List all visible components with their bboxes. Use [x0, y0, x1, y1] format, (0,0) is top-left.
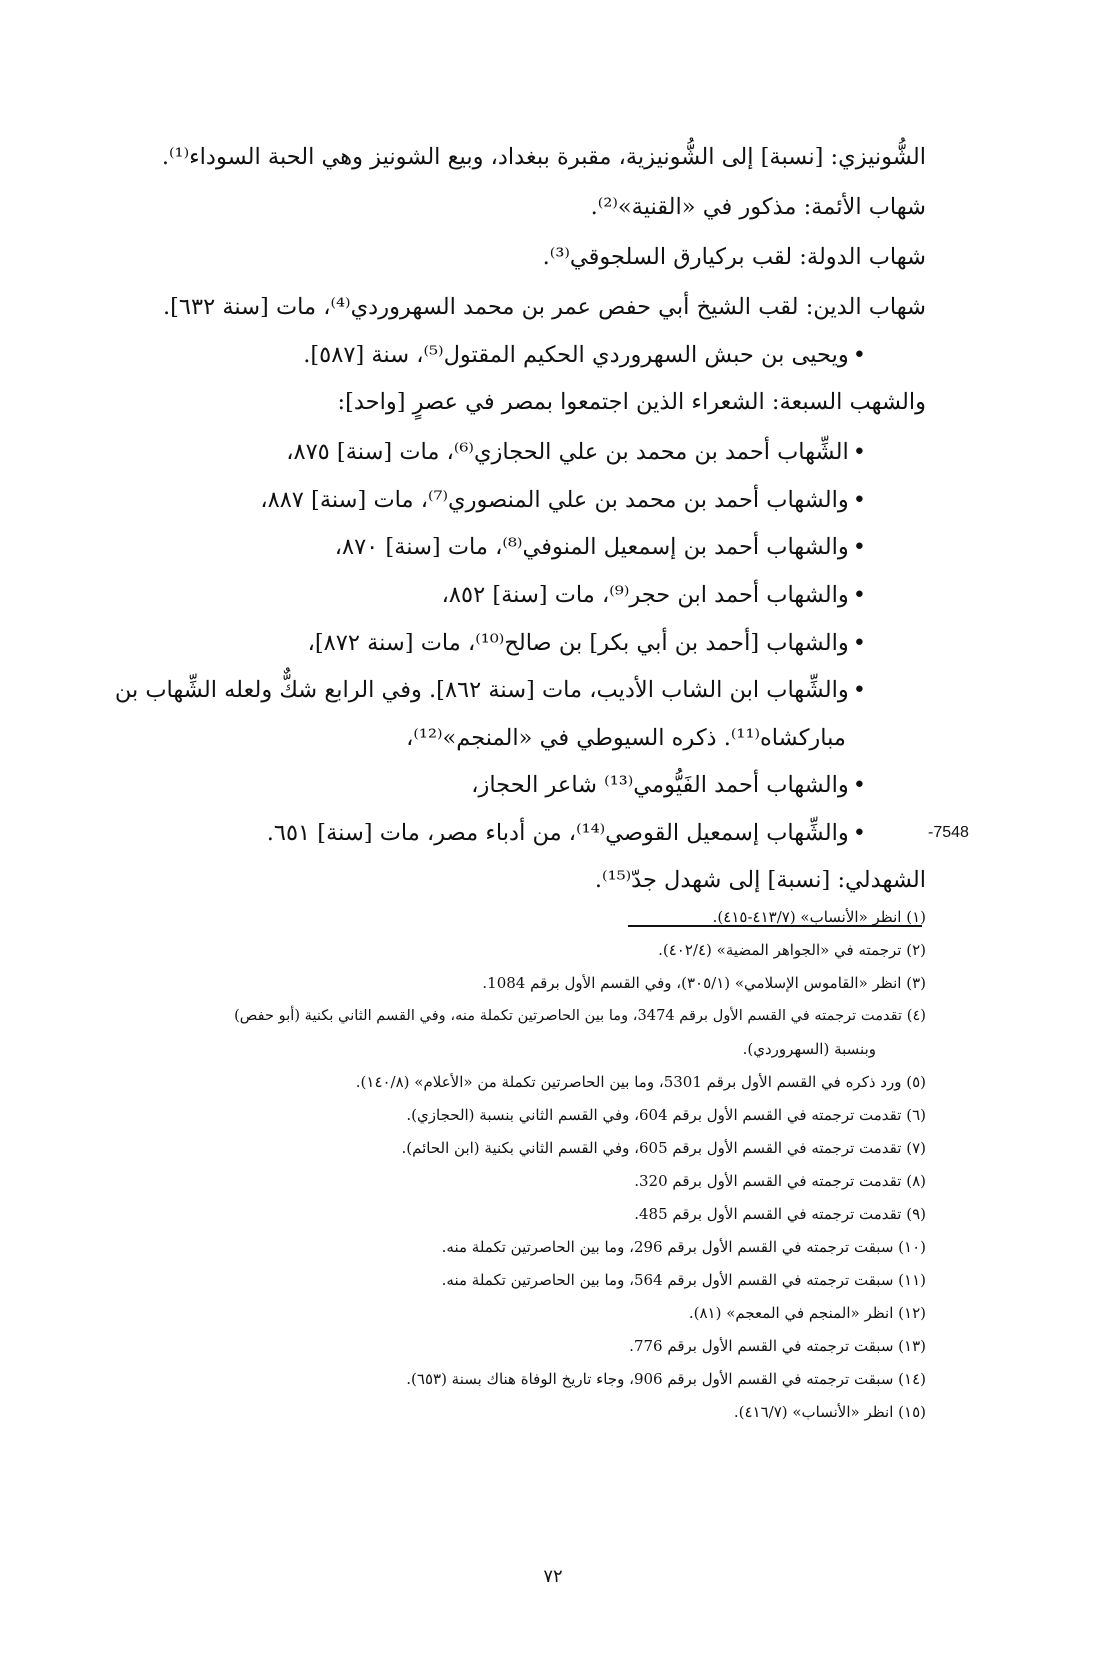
- sub-entry: •والشِّهاب إسمعيل القوصي⁽¹⁴⁾، من أدباء مصر، مات [سنة] ٦٥١.: [266, 820, 866, 846]
- sub-entry: •ويحيى بن حبش السهروردي الحكيم المقتول⁽⁵⁾، سنة [٥٨٧].: [303, 342, 866, 368]
- sub-entry: •والشهاب [أحمد بن أبي بكر] بن صالح⁽¹⁰⁾، مات [سنة ٨٧٢]،: [307, 630, 866, 656]
- footnote: (٧) تقدمت ترجمته في القسم الأول برقم 605، وفي القسم الثاني بكنية (ابن الحائم).: [401, 1139, 926, 1157]
- footnote: (٨) تقدمت ترجمته في القسم الأول برقم 320.: [634, 1172, 926, 1190]
- entry-shihab-al-din: شهاب الدين: لقب الشيخ أبي حفص عمر بن محمد السهروردي⁽⁴⁾، مات [سنة ٦٣٢].: [162, 294, 926, 320]
- footnote: (٦) تقدمت ترجمته في القسم الأول برقم 604، وفي القسم الثاني بنسبة (الحجازي).: [406, 1106, 926, 1124]
- footnote: (١) انظر «الأنساب» (٤١٣/٧-٤١٥).: [712, 908, 926, 926]
- footnote: (٩) تقدمت ترجمته في القسم الأول برقم 485.: [634, 1205, 926, 1223]
- entry-shihab-al-dawla: شهاب الدولة: لقب بركيارق السلجوقي⁽³⁾.: [542, 244, 926, 270]
- footnote: (١٥) انظر «الأنساب» (٤١٦/٧).: [733, 1403, 926, 1421]
- footnote: (٤) تقدمت ترجمته في القسم الأول برقم 3474، وما بين الحاصرتين تكملة منه، وفي القسم الثاني بكنية (أبو حفص): [234, 1007, 926, 1024]
- sub-entry: •الشِّهاب أحمد بن محمد بن علي الحجازي⁽⁶⁾، مات [سنة] ٨٧٥،: [286, 439, 866, 465]
- footnote: (٥) ورد ذكره في القسم الأول برقم 5301، وما بين الحاصرتين تكملة من «الأعلام» (١٤٠/٨).: [355, 1073, 926, 1091]
- sub-entry: •والشهاب أحمد ابن حجر⁽⁹⁾، مات [سنة] ٨٥٢،: [441, 582, 866, 608]
- footnote: (١٢) انظر «المنجم في المعجم» (٨١).: [688, 1304, 926, 1322]
- sub-entry: •والشهاب أحمد بن إسمعيل المنوفي⁽⁸⁾، مات [سنة] ٨٧٠،: [334, 534, 866, 560]
- entry-shuniziyy: الشُّونيزي: [نسبة] إلى الشُّونيزية، مقبرة ببغداد، وبيع الشونيز وهي الحبة السوداء⁽¹⁾.: [161, 144, 926, 170]
- footnote: (١١) سبقت ترجمته في القسم الأول برقم 564، وما بين الحاصرتين تكملة منه.: [441, 1271, 926, 1289]
- entry-shihab-al-aimma: شهاب الأئمة: مذكور في «القنية»⁽²⁾.: [590, 194, 926, 220]
- footnote: (٢) ترجمته في «الجواهر المضية» (٤٠٢/٤).: [658, 941, 926, 959]
- footnote: (١٣) سبقت ترجمته في القسم الأول برقم 776.: [629, 1337, 926, 1355]
- footnote: (٣) انظر «القاموس الإسلامي» (٣٠٥/١)، وفي القسم الأول برقم 1084.: [482, 974, 926, 992]
- sub-entry-continuation: مباركشاه⁽¹¹⁾. ذكره السيوطي في «المنجم»⁽¹²⁾،: [406, 725, 846, 751]
- footnote: (١٤) سبقت ترجمته في القسم الأول برقم 906، وجاء تاريخ الوفاة هناك بسنة (٦٥٣).: [406, 1370, 926, 1388]
- entry-seven-shihabs: والشهب السبعة: الشعراء الذين اجتمعوا بمصر في عصرٍ [واحد]:: [337, 389, 926, 415]
- sub-entry: •والشهاب أحمد الفَيُّومي⁽¹³⁾ شاعر الحجاز،: [471, 772, 866, 798]
- page-number: ٧٢: [543, 1566, 563, 1587]
- footnote-continuation: وبنسبة (السهروردي).: [742, 1040, 876, 1058]
- sub-entry: •والشهاب أحمد بن محمد بن علي المنصوري⁽⁷⁾، مات [سنة] ٨٨٧،: [260, 487, 866, 513]
- sub-entry: •والشِّهاب ابن الشاب الأديب، مات [سنة ٨٦٢]. وفي الرابع شكٌّ ولعله الشِّهاب بن: [114, 677, 866, 703]
- footnote: (١٠) سبقت ترجمته في القسم الأول برقم 296، وما بين الحاصرتين تكملة منه.: [441, 1238, 926, 1256]
- entry-number: -7548: [928, 824, 969, 841]
- entry-shahdali: الشهدلي: [نسبة] إلى شهدل جدّ⁽¹⁵⁾.: [594, 867, 926, 893]
